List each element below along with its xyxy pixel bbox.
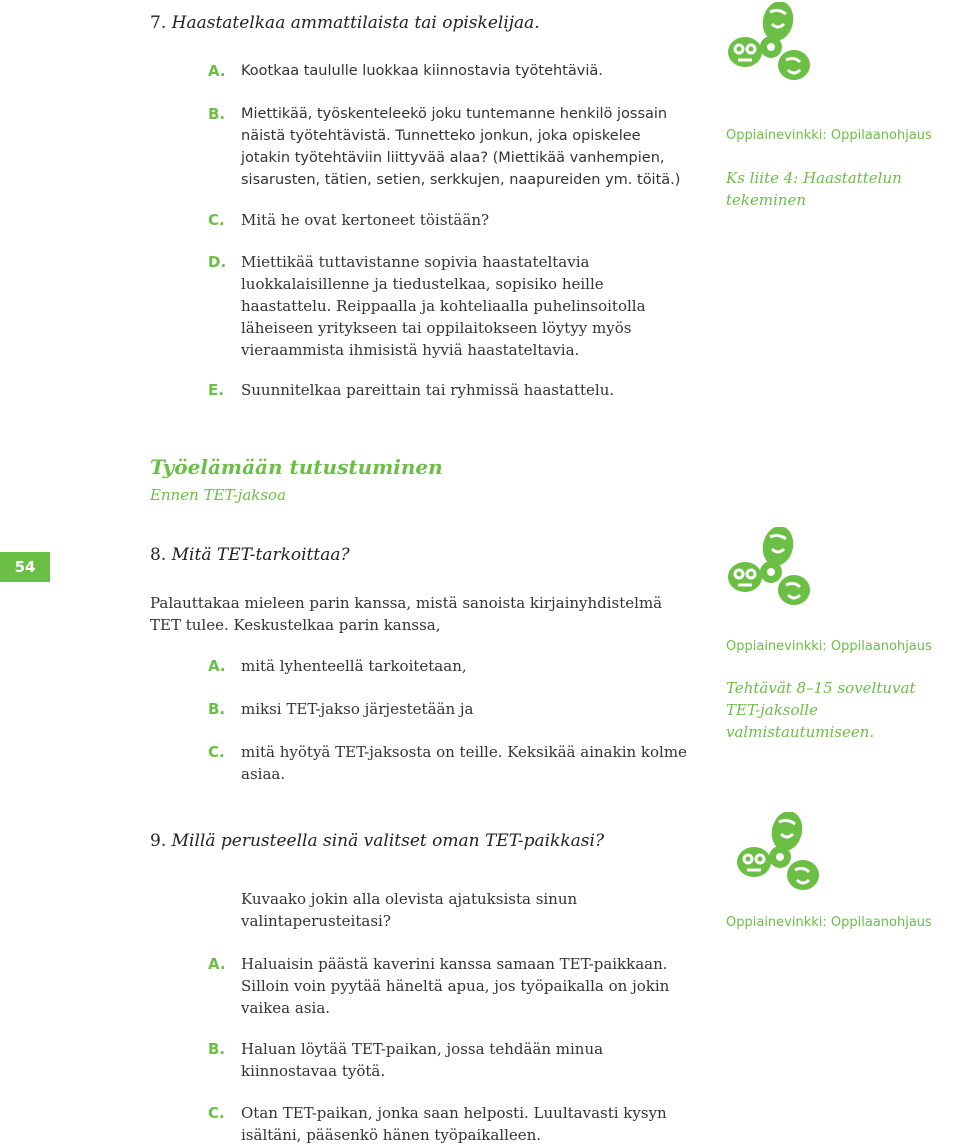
item-letter: C. bbox=[208, 1104, 225, 1122]
subject-tip-text: Ks liite 4: Haastattelun tekeminen bbox=[726, 169, 902, 209]
item-letter: A. bbox=[208, 62, 226, 80]
page-number: 54 bbox=[0, 552, 50, 582]
question-number: 9. bbox=[150, 831, 167, 851]
item-text: Miettikää tuttavistanne sopivia haastateltavia luokkalaisillenne ja tiedustelkaa, sopisiko heille haastattelu. Reippaalla ja kohteliaalla puhelinsoitolla läheiseen yritykseen tai oppilaitokseen löytyy myös vieraammista ihmisistä hyviä haastateltavia. bbox=[241, 253, 646, 359]
item-text: miksi TET-jakso järjestetään ja bbox=[241, 700, 474, 718]
item-letter: C. bbox=[208, 211, 225, 229]
item-text: Haluan löytää TET-paikan, jossa tehdään minua kiinnostavaa työtä. bbox=[241, 1040, 604, 1080]
logo-icon bbox=[735, 812, 821, 896]
question-intro: Kuvaako jokin alla olevista ajatuksista sinun valintaperusteitasi? bbox=[241, 890, 578, 930]
subject-tip-label: Oppiainevinkki: Oppilaanohjaus bbox=[726, 915, 932, 930]
list-item bbox=[208, 655, 694, 677]
item-text: Otan TET-paikan, jonka saan helposti. Luultavasti kysyn isältäni, pääsenkö hänen työpaikalleen. bbox=[241, 1104, 667, 1144]
list-item bbox=[208, 1038, 694, 1082]
section-title: Työelämään tutustuminen bbox=[150, 455, 443, 479]
logo-icon bbox=[726, 527, 812, 611]
logo-icon bbox=[726, 2, 812, 86]
question-number: 7. bbox=[150, 13, 167, 33]
subject-tip-text: Tehtävät 8–15 soveltuvat TET-jaksolle valmistautumiseen. bbox=[726, 679, 916, 741]
list-item bbox=[208, 953, 694, 1019]
item-text: Haluaisin päästä kaverini kanssa samaan TET-paikkaan. Silloin voin pyytää häneltä apua, jos työpaikalla on jokin vaikea asia. bbox=[241, 955, 670, 1017]
list-item bbox=[208, 103, 694, 191]
item-text: Mitä he ovat kertoneet töistään? bbox=[241, 211, 490, 229]
item-text: Kootkaa taululle luokkaa kiinnostavia työtehtäviä. bbox=[241, 63, 603, 79]
item-letter: D. bbox=[208, 253, 227, 271]
question-text: Millä perusteella sinä valitset oman TET-paikkasi? bbox=[171, 831, 605, 851]
item-text: mitä lyhenteellä tarkoitetaan, bbox=[241, 657, 467, 675]
list-item bbox=[208, 251, 694, 361]
question-number: 8. bbox=[150, 545, 167, 565]
question-9-title bbox=[150, 831, 604, 851]
question-text: Mitä TET-tarkoittaa? bbox=[171, 545, 350, 565]
list-item bbox=[208, 741, 694, 785]
question-7-title bbox=[150, 13, 540, 33]
item-letter: C. bbox=[208, 743, 225, 761]
list-item bbox=[208, 1102, 694, 1146]
question-intro: Palauttakaa mieleen parin kanssa, mistä sanoista kirjainyhdistelmä TET tulee. Keskustelkaa parin kanssa, bbox=[150, 594, 663, 634]
list-item bbox=[208, 209, 694, 231]
list-item bbox=[208, 379, 694, 401]
item-text: mitä hyötyä TET-jaksosta on teille. Keksikää ainakin kolme asiaa. bbox=[241, 743, 687, 783]
item-letter: B. bbox=[208, 700, 226, 718]
item-letter: E. bbox=[208, 381, 224, 399]
subject-tip-label: Oppiainevinkki: Oppilaanohjaus bbox=[726, 128, 932, 143]
item-letter: A. bbox=[208, 955, 226, 973]
item-letter: A. bbox=[208, 657, 226, 675]
subject-tip-label: Oppiainevinkki: Oppilaanohjaus bbox=[726, 639, 932, 654]
item-letter: B. bbox=[208, 105, 226, 123]
list-item bbox=[208, 60, 694, 82]
list-item bbox=[208, 698, 694, 720]
question-text: Haastatelkaa ammattilaista tai opiskelijaa. bbox=[171, 13, 540, 33]
item-text: Suunnitelkaa pareittain tai ryhmissä haastattelu. bbox=[241, 381, 615, 399]
item-text: Miettikää, työskenteleekö joku tuntemanne henkilö jossain näistä työtehtävistä. Tunnetteko jonkun, joka opiskelee jotakin työtehtäviin liittyvää alaa? (Miettikää vanhempien, sisarusten, tätien, setien, serkkujen, naapureiden ym. töitä.) bbox=[241, 106, 681, 188]
section-subtitle: Ennen TET-jaksoa bbox=[150, 486, 287, 504]
question-8-title bbox=[150, 545, 350, 565]
item-letter: B. bbox=[208, 1040, 226, 1058]
